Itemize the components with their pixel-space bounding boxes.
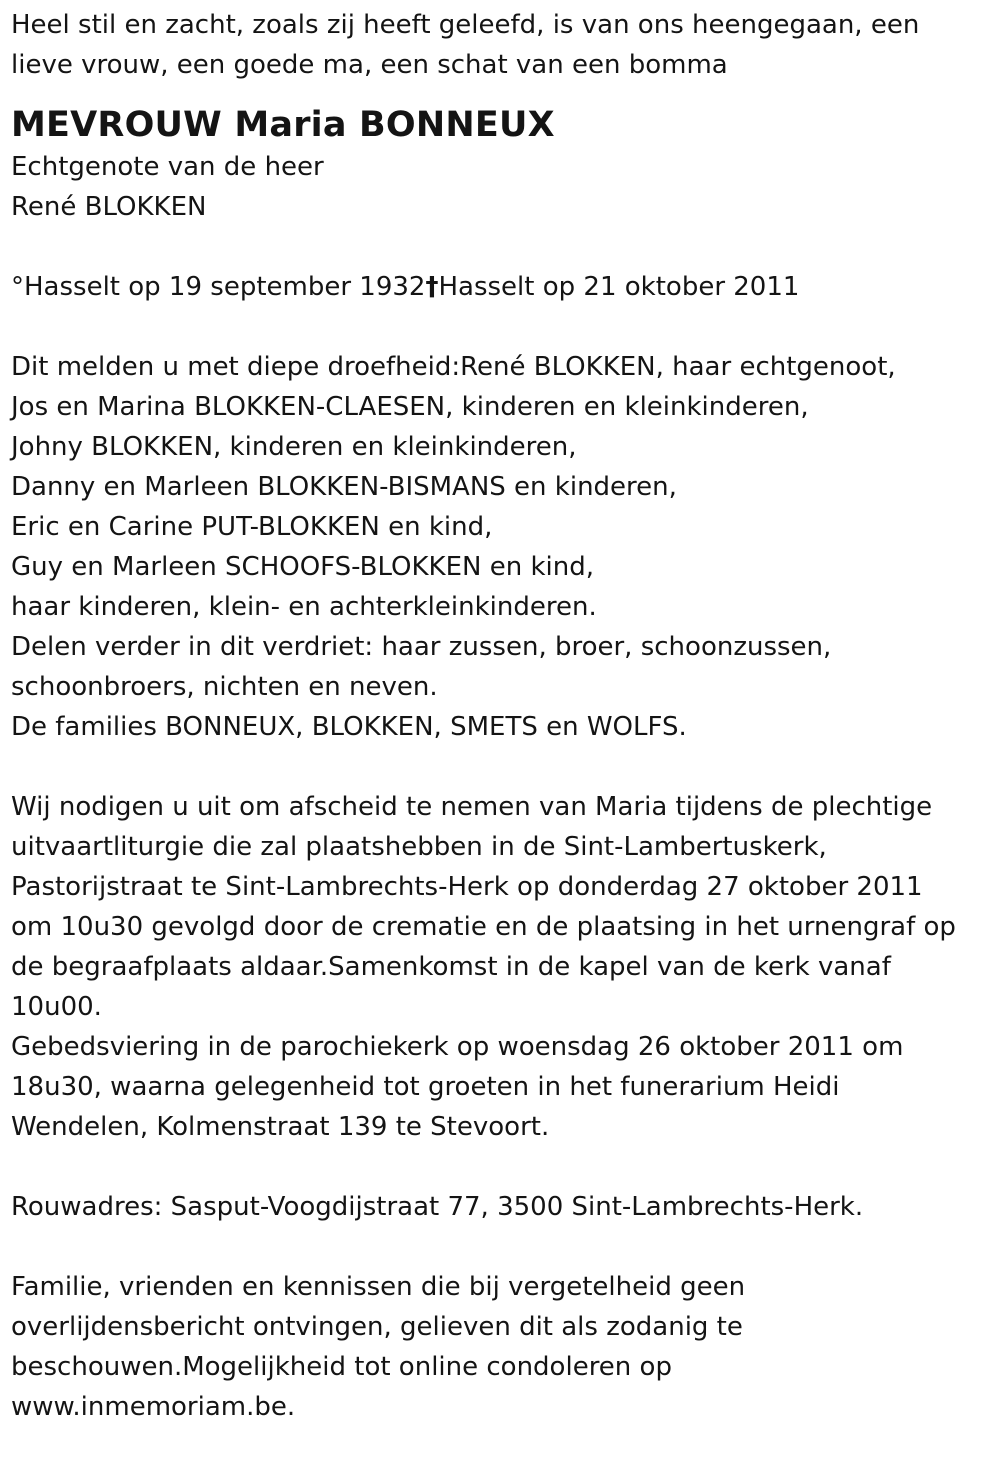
- birth-date: °Hasselt op 19 september 1932: [11, 272, 426, 302]
- ceremony-line: uitvaartliturgie die zal plaatshebben in de Sint-Lambertuskerk,: [11, 832, 827, 862]
- ceremony-line: de begraafplaats aldaar.Samenkomst in de kapel van de kerk vanaf: [11, 952, 891, 982]
- spacer: [11, 1147, 991, 1187]
- family-announcement: [11, 347, 991, 747]
- birth-death-dates: [11, 267, 991, 307]
- closing-line: Familie, vrienden en kennissen die bij vergetelheid geen: [11, 1272, 746, 1302]
- deceased-name: MEVROUW Maria BONNEUX: [11, 105, 555, 145]
- spacer: [11, 747, 991, 787]
- ceremony-line: Gebedsviering in de parochiekerk op woensdag 26 oktober 2011 om: [11, 1032, 904, 1062]
- ceremony-line: 10u00.: [11, 992, 102, 1022]
- death-date: Hasselt op 21 oktober 2011: [438, 272, 800, 302]
- closing-line: overlijdensbericht ontvingen, gelieven dit als zodanig te: [11, 1312, 743, 1342]
- cross-icon: †: [425, 272, 439, 302]
- spouse-name: René BLOKKEN: [11, 192, 207, 222]
- ceremony-line: 18u30, waarna gelegenheid tot groeten in het funerarium Heidi: [11, 1072, 840, 1102]
- family-line: Johny BLOKKEN, kinderen en kleinkinderen,: [11, 432, 577, 462]
- spouse-line: Echtgenote van de heer: [11, 152, 324, 182]
- ceremony-details: [11, 787, 991, 1147]
- family-line: schoonbroers, nichten en neven.: [11, 672, 438, 702]
- intro-line: lieve vrouw, een goede ma, een schat van een bomma: [11, 50, 728, 80]
- deceased-block: [11, 103, 991, 227]
- closing-line: www.inmemoriam.be.: [11, 1392, 296, 1422]
- closing-note: [11, 1267, 991, 1427]
- spacer: [11, 1227, 991, 1267]
- mourning-address: Rouwadres: Sasput-Voogdijstraat 77, 3500 Sint-Lambrechts-Herk.: [11, 1192, 864, 1222]
- family-line: haar kinderen, klein- en achterkleinkinderen.: [11, 592, 597, 622]
- spacer: [11, 307, 991, 347]
- intro-text: [11, 5, 991, 85]
- family-line: Delen verder in dit verdriet: haar zussen, broer, schoonzussen,: [11, 632, 832, 662]
- family-line: Eric en Carine PUT-BLOKKEN en kind,: [11, 512, 493, 542]
- ceremony-line: Pastorijstraat te Sint-Lambrechts-Herk op donderdag 27 oktober 2011: [11, 872, 923, 902]
- ceremony-line: Wendelen, Kolmenstraat 139 te Stevoort.: [11, 1112, 550, 1142]
- family-line: Dit melden u met diepe droefheid:René BLOKKEN, haar echtgenoot,: [11, 352, 896, 382]
- ceremony-line: Wij nodigen u uit om afscheid te nemen van Maria tijdens de plechtige: [11, 792, 933, 822]
- closing-line: beschouwen.Mogelijkheid tot online condoleren op: [11, 1352, 672, 1382]
- spacer: [11, 85, 991, 103]
- family-line: Danny en Marleen BLOKKEN-BISMANS en kinderen,: [11, 472, 677, 502]
- intro-line: Heel stil en zacht, zoals zij heeft geleefd, is van ons heengegaan, een: [11, 10, 920, 40]
- spacer: [11, 227, 991, 267]
- obituary-document: [11, 5, 991, 1427]
- family-line: De families BONNEUX, BLOKKEN, SMETS en WOLFS.: [11, 712, 687, 742]
- family-line: Jos en Marina BLOKKEN-CLAESEN, kinderen en kleinkinderen,: [11, 392, 809, 422]
- family-line: Guy en Marleen SCHOOFS-BLOKKEN en kind,: [11, 552, 594, 582]
- ceremony-line: om 10u30 gevolgd door de crematie en de plaatsing in het urnengraf op: [11, 912, 956, 942]
